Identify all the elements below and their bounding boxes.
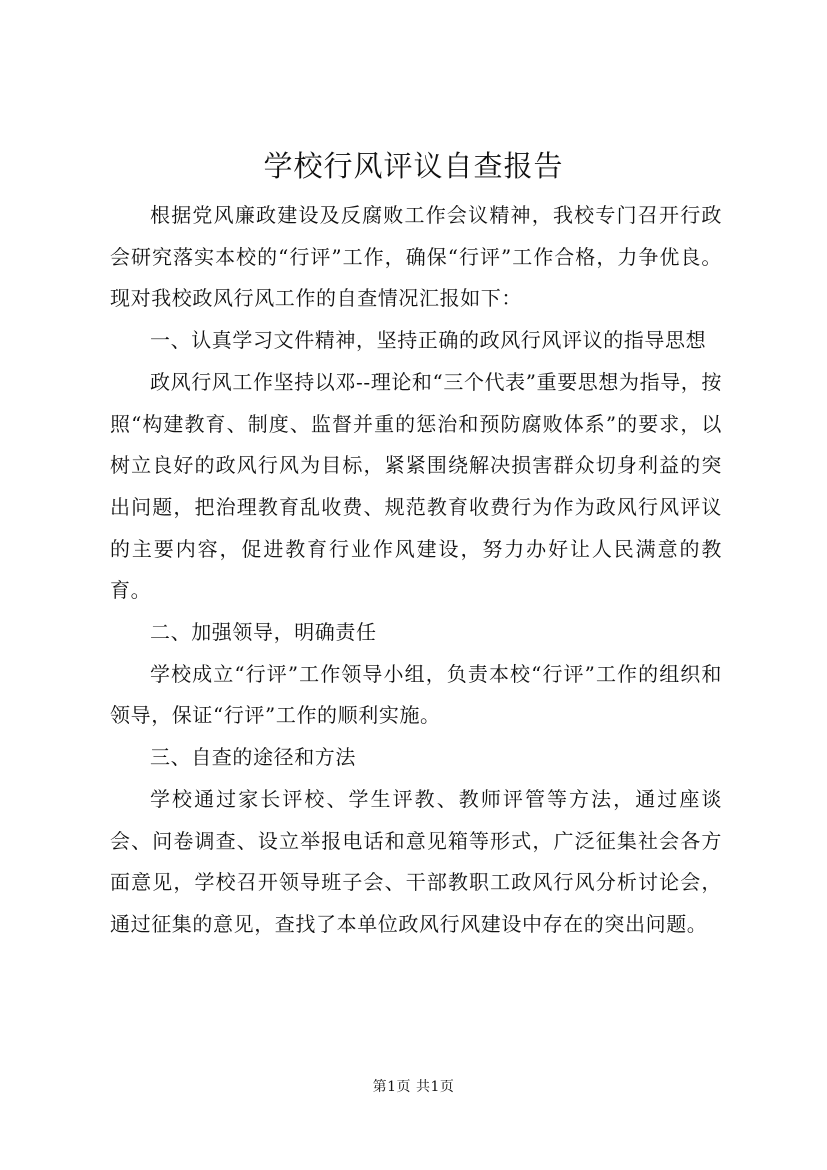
section-heading-3: 三、自查的途径和方法	[150, 745, 356, 770]
section-3-paragraph: 学校通过家长评校、学生评教、教师评管等方法，通过座谈会、问卷调查、设立举报电话和意见箱等形式，广泛征集社会各方面意见，学校召开领导班子会、干部教职工政风行风分析讨论会，通过征集的意见，查找了本单位政风行风建设中存在的突出问题。	[110, 786, 722, 936]
section-heading-1: 一、认真学习文件精神，坚持正确的政风行风评议的指导思想	[150, 328, 707, 353]
document-title: 学校行风评议自查报告	[263, 149, 564, 183]
document-body	[110, 195, 722, 946]
section-2-paragraph: 学校成立“行评”工作领导小组，负责本校“行评”工作的组织和领导，保证“行评”工作的顺利实施。	[110, 661, 722, 728]
page-number-footer: 第1页 共1页	[372, 1079, 455, 1095]
section-heading-2: 二、加强领导，明确责任	[150, 620, 377, 645]
intro-paragraph: 根据党风廉政建设及反腐败工作会议精神，我校专门召开行政会研究落实本校的“行评”工作，确保“行评”工作合格，力争优良。现对我校政风行风工作的自查情况汇报如下：	[110, 203, 722, 311]
section-1-paragraph: 政风行风工作坚持以邓--理论和“三个代表”重要思想为指导，按照“构建教育、制度、监督并重的惩治和预防腐败体系”的要求，以树立良好的政风行风为目标，紧紧围绕解决损害群众切身利益的突出问题，把治理教育乱收费、规范教育收费行为作为政风行风评议的主要内容，促进教育行业作风建设，努力办好让人民满意的教育。	[110, 369, 722, 603]
